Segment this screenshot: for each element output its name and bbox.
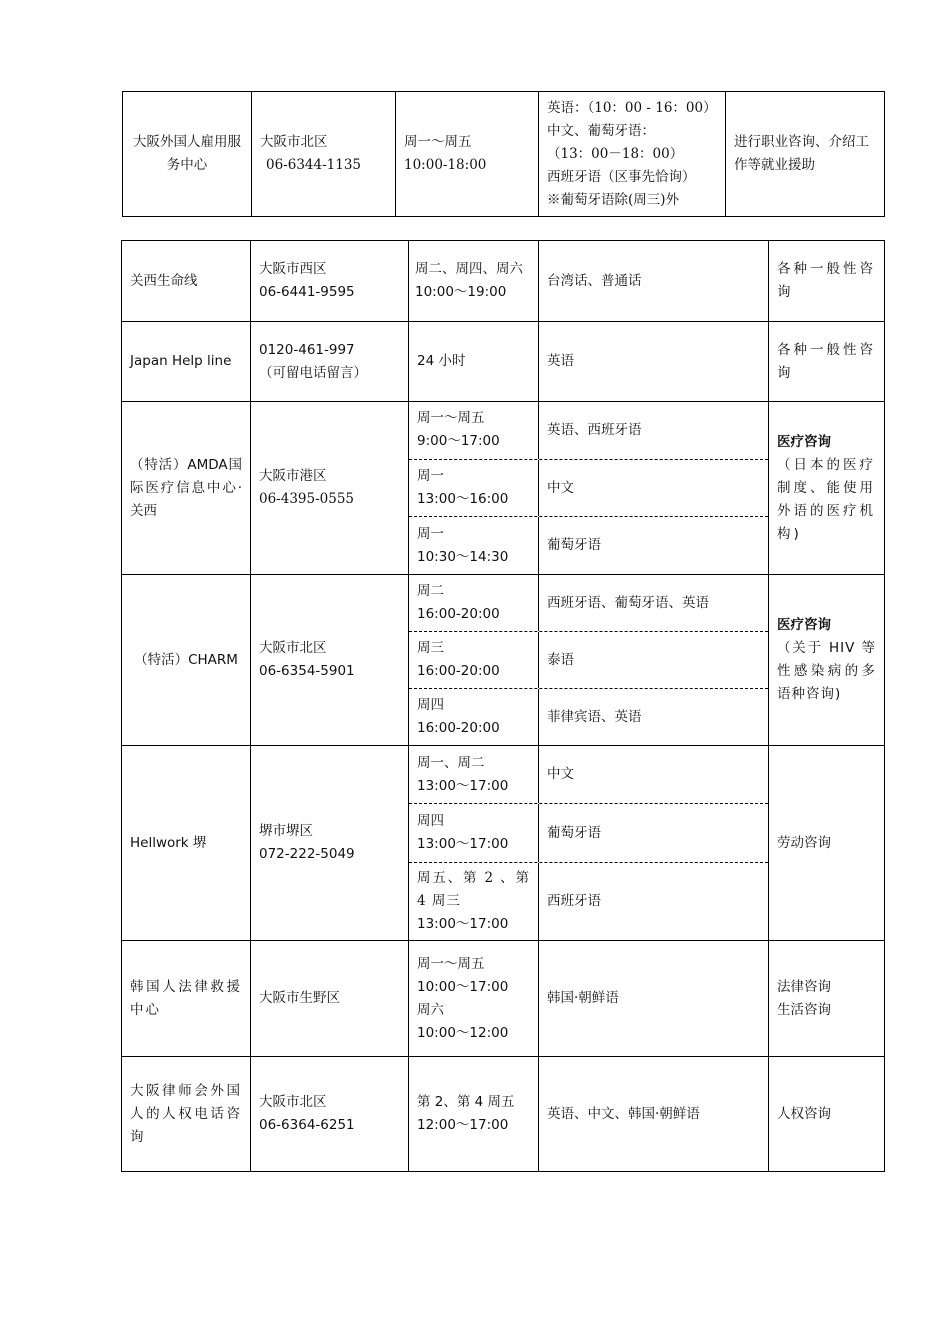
language-line: ※葡萄牙语除(周三)外 xyxy=(547,191,680,208)
schedule-days: 周一、周二 xyxy=(417,754,485,771)
schedule-time: 10:00～12:00 xyxy=(417,1024,509,1041)
schedule-slot xyxy=(409,689,768,745)
contact-note: （可留电话留言） xyxy=(259,364,367,381)
language-cell: 英语 xyxy=(539,322,769,402)
table-row xyxy=(122,322,885,402)
language-cell xyxy=(539,92,726,217)
contact-phone: 06-6344-1135 xyxy=(266,157,362,173)
service-cell xyxy=(769,575,885,746)
schedule-language-group xyxy=(409,746,769,941)
org-name: Japan Help line xyxy=(122,322,251,402)
schedule-time: 9:00～17:00 xyxy=(417,433,500,450)
schedule-time: 16:00-20:00 xyxy=(417,720,500,736)
org-name: 关西生命线 xyxy=(122,241,251,322)
table-row xyxy=(122,241,885,322)
contact-area: 大阪市北区 xyxy=(259,640,327,656)
schedule-slot xyxy=(409,517,768,574)
language-cell: 英语、中文、韩国·朝鲜语 xyxy=(539,1057,769,1172)
schedule-time: 13:00～17:00 xyxy=(417,916,509,932)
contact-area: 大阪市港区 xyxy=(259,468,327,484)
contact-cell xyxy=(251,575,409,746)
schedule-days: 周三 xyxy=(417,640,444,656)
schedule-time: 10:00～19:00 xyxy=(415,284,507,300)
schedule-slot xyxy=(409,460,768,518)
contact-phone: 06-6441-9595 xyxy=(259,284,355,300)
service-cell: 各种一般性咨询 xyxy=(769,322,885,402)
service-cell: 人权咨询 xyxy=(769,1057,885,1172)
language-value: 中文 xyxy=(538,460,768,517)
service-detail: （关于 HIV 等性感染病的多语种咨询) xyxy=(777,640,876,702)
schedule-days: 周一～周五 xyxy=(404,134,472,150)
schedule-language-group xyxy=(409,575,769,746)
schedule-cell xyxy=(409,241,539,322)
org-name: 大阪外国人雇用服务中心 xyxy=(123,92,252,217)
contact-area: 大阪市西区 xyxy=(259,261,327,277)
schedule-days: 周一 xyxy=(417,525,444,542)
schedule-slot xyxy=(409,746,768,804)
language-cell: 韩国·朝鲜语 xyxy=(539,941,769,1057)
contact-cell xyxy=(252,92,396,217)
contact-phone: 0120-461-997 xyxy=(259,341,355,358)
table-row xyxy=(122,941,885,1057)
contact-area: 大阪市北区 xyxy=(260,134,328,150)
org-name: 大阪律师会外国人的人权电话咨询 xyxy=(122,1057,251,1172)
language-value: 泰语 xyxy=(538,632,768,688)
table-row xyxy=(122,1057,885,1172)
schedule-slot xyxy=(409,575,768,632)
contact-phone: 06-4395-0555 xyxy=(259,491,355,507)
contact-cell xyxy=(251,322,409,402)
consultation-table xyxy=(121,240,885,1172)
contact-area: 大阪市生野区 xyxy=(259,990,340,1006)
language-value: 葡萄牙语 xyxy=(538,517,768,574)
service-cell xyxy=(769,941,885,1057)
contact-cell xyxy=(251,941,409,1057)
service-title: 医疗咨询 xyxy=(777,433,831,450)
schedule-slot xyxy=(409,632,768,689)
language-line: 西班牙语（区事先恰询） xyxy=(547,168,696,185)
schedule-days: 周一～周五 xyxy=(417,955,485,972)
schedule-cell xyxy=(409,941,539,1057)
contact-area: 大阪市北区 xyxy=(259,1094,327,1110)
service-cell: 进行职业咨询、介绍工作等就业援助 xyxy=(726,92,885,217)
schedule-cell xyxy=(396,92,539,217)
schedule-days: 周一 xyxy=(417,468,444,484)
service-title: 医疗咨询 xyxy=(777,617,831,633)
language-value: 西班牙语、葡萄牙语、英语 xyxy=(538,575,768,631)
schedule-language-group xyxy=(409,402,769,575)
schedule-days: 周二、周四、周六 xyxy=(415,261,523,277)
table-row xyxy=(122,575,885,746)
language-cell: 台湾话、普通话 xyxy=(539,241,769,322)
table-row xyxy=(122,402,885,575)
schedule-time: 13:00～16:00 xyxy=(417,491,509,507)
schedule-cell xyxy=(409,1057,539,1172)
table-row xyxy=(122,746,885,941)
schedule-time: 13:00～17:00 xyxy=(417,777,509,794)
schedule-slot xyxy=(409,804,768,863)
schedule-days: 周五、第 2 、第 4 周三 xyxy=(417,870,530,909)
service-cell xyxy=(769,402,885,575)
schedule-slot xyxy=(409,402,768,460)
language-value: 英语、西班牙语 xyxy=(538,402,768,459)
contact-phone: 072-222-5049 xyxy=(259,846,355,862)
service-line: 生活咨询 xyxy=(777,1001,831,1018)
language-value: 西班牙语 xyxy=(538,863,768,940)
schedule-time: 10:30～14:30 xyxy=(417,548,509,565)
contact-cell xyxy=(251,241,409,322)
contact-cell xyxy=(251,1057,409,1172)
schedule-days: 周四 xyxy=(417,813,444,829)
schedule-time: 16:00-20:00 xyxy=(417,606,500,622)
service-cell: 各种一般性咨询 xyxy=(769,241,885,322)
schedule-time: 10:00～17:00 xyxy=(417,978,509,995)
schedule-days: 周六 xyxy=(417,1001,444,1018)
service-detail: （日本的医疗制度、能使用外语的医疗机构) xyxy=(777,456,876,542)
contact-area: 堺市堺区 xyxy=(259,823,313,839)
schedule-time: 16:00-20:00 xyxy=(417,663,500,679)
org-name: （特活）AMDA国际医疗信息中心·关西 xyxy=(122,402,251,575)
contact-cell xyxy=(251,402,409,575)
schedule-time: 13:00～17:00 xyxy=(417,836,509,852)
language-value: 葡萄牙语 xyxy=(538,804,768,862)
contact-phone: 06-6354-5901 xyxy=(259,663,355,679)
table-row xyxy=(123,92,885,217)
org-name: Hellwork 堺 xyxy=(122,746,251,941)
language-line: （13：00－18：00） xyxy=(547,145,684,162)
language-value: 中文 xyxy=(538,746,768,803)
schedule-days: 周二 xyxy=(417,583,444,599)
schedule-time: 10:00-18:00 xyxy=(404,157,487,173)
schedule-days: 周四 xyxy=(417,697,444,713)
language-line: 英语：（10：00 - 16：00） xyxy=(547,99,717,116)
service-cell: 劳动咨询 xyxy=(769,746,885,941)
contact-phone: 06-6364-6251 xyxy=(259,1117,355,1133)
language-value: 菲律宾语、英语 xyxy=(538,689,768,745)
schedule-time: 12:00～17:00 xyxy=(417,1117,509,1133)
schedule-slot xyxy=(409,863,768,940)
org-name: （特活）CHARM xyxy=(122,575,251,746)
service-line: 法律咨询 xyxy=(777,978,831,995)
schedule-days: 周一～周五 xyxy=(417,410,485,427)
org-name: 韩国人法律救援中心 xyxy=(122,941,251,1057)
schedule-cell: 24 小时 xyxy=(409,322,539,402)
language-line: 中文、葡萄牙语： xyxy=(547,122,655,139)
contact-cell xyxy=(251,746,409,941)
employment-center-table xyxy=(122,91,885,217)
schedule-days: 第 2、第 4 周五 xyxy=(417,1094,515,1110)
